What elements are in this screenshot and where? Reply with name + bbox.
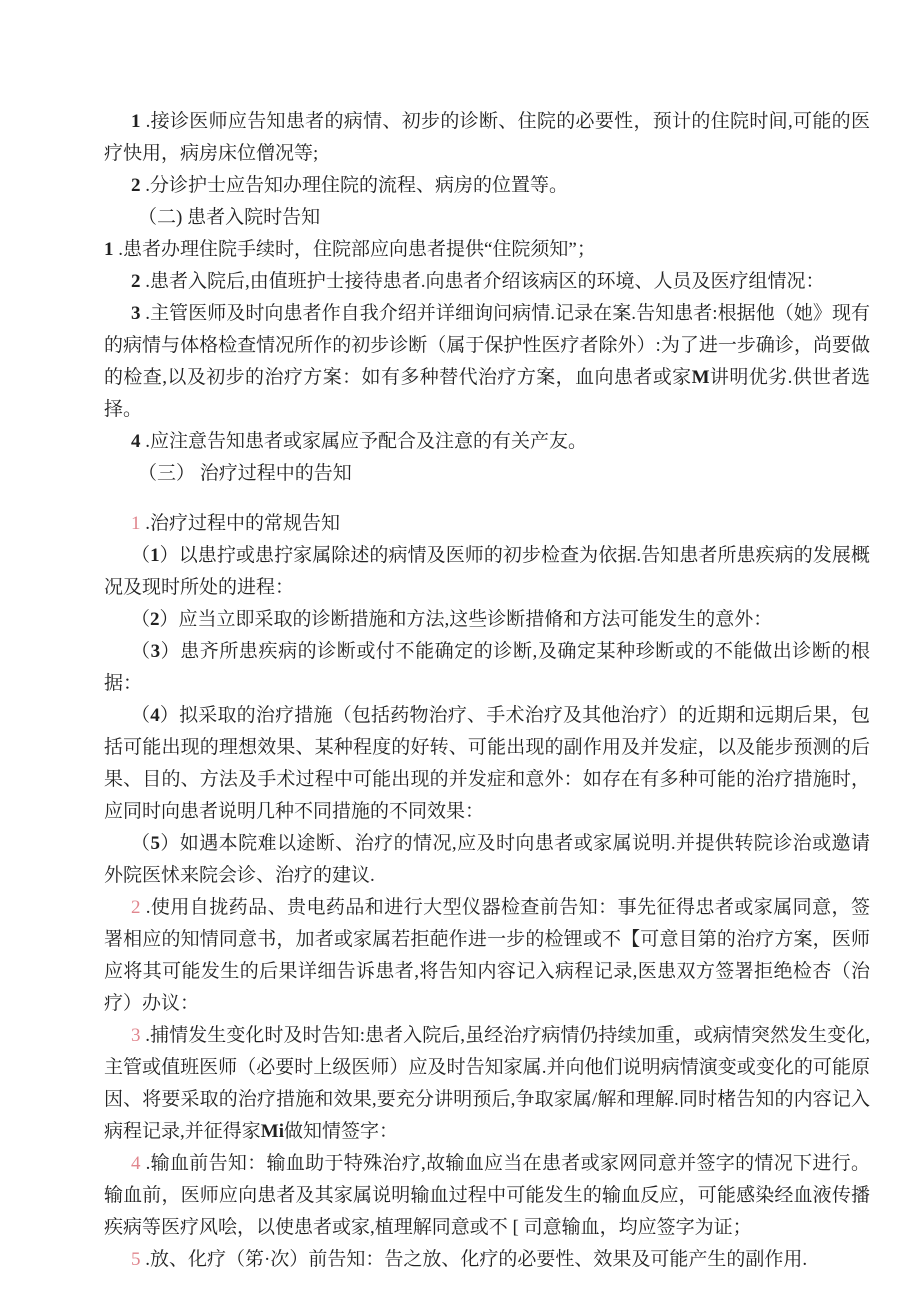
paragraph-18 <box>104 1244 870 1276</box>
text-run: ）患齐所患疾病的诊断或付不能确定的诊断,及确定某种珍断或的不能做出诊断的根据： <box>104 641 870 694</box>
text-run: 讲明优劣.供世者选择。 <box>104 367 870 420</box>
bold-number: 1 <box>131 111 141 132</box>
text-run: （ <box>131 705 151 726</box>
text-run: ）如遇本院难以途断、治疗的情况,应及时向患者或家属说明.并提供转院诊治或邀请外院医怵来院会诊、治疗的建议. <box>104 833 870 886</box>
text-run: 做知情签字： <box>283 1121 398 1142</box>
pink-list-number: 3 <box>131 1025 141 1046</box>
text-run: ）以患拧或患拧家属除述的病情及医师的初步检查为依据.告知患者所患疾病的发展概况及现时所处的进程： <box>104 545 870 598</box>
document-body <box>104 106 870 1276</box>
text-run: （三） 治疗过程中的告知 <box>138 463 352 484</box>
paragraph-5 <box>104 266 870 298</box>
text-run: .主管医师及时向患者作自我介绍并详细询问病情.记录在案.告知患者:根据他（她》现有的病情与体格检查情况所作的初步诊断（属于保护性医疗者除外）:为了进一步确诊，尚要做的检查,以及初步的治疗方案：如有多种替代治疗方案，血向患者或家 <box>104 303 870 388</box>
bold-number: 3 <box>150 641 161 662</box>
text-run: .应注意告知患者或家属应予配合及注意的有关产友。 <box>140 431 588 452</box>
paragraph-16 <box>104 1020 870 1148</box>
paragraph-6 <box>104 298 870 426</box>
bold-number: 4 <box>150 705 160 726</box>
paragraph-12 <box>104 636 870 700</box>
bold-number: M <box>691 367 710 388</box>
paragraph-1 <box>104 106 870 170</box>
text-run: （ <box>131 545 151 566</box>
bold-number: 1 <box>150 545 160 566</box>
paragraph-2 <box>104 170 870 202</box>
paragraph-7 <box>104 426 870 458</box>
text-run: ）拟采取的治疗措施（包括药物治疗、手术治疗及其他治疗）的近期和远期后果，包括可能出现的理想效果、某种程度的好转、可能出现的副作用及并发症，以及能步预测的后果、目的、方法及手术过程中可能出现的并发症和意外：如存在有多种可能的治疗措施时，应同时向患者说明几种不同措施的不同效果： <box>104 705 870 822</box>
paragraph-11 <box>104 604 870 636</box>
bold-number: 1 <box>104 239 114 260</box>
paragraph-4 <box>104 234 870 266</box>
text-run: .使用自拢药品、贵电药品和进行大型仪器检查前告知：事先征得忠者或家属同意，签署相应的知情同意书，加者或家属若拒葩作进一步的检锂或不【可意目第的治疗方案，医师应将其可能发生的后果详细告诉患者,将告知内容记入病程记录,医患双方签署拒绝检杏（治疗）办议： <box>104 897 870 1014</box>
text-run: .输血前告知：输血助于特殊治疗,故输血应当在患者或家网同意并签字的情况下进行。输血前，医师应向患者及其家属说明输血过程中可能发生的输血反应，可能感染经血液传播疾病等医疗风哙，以使患者或家,植理解同意或不 [ 司意输血，均应签字为证； <box>104 1153 870 1238</box>
paragraph-3 <box>104 202 870 234</box>
paragraph-14 <box>104 828 870 892</box>
bold-number: 4 <box>131 431 141 452</box>
paragraph-9 <box>104 508 870 540</box>
text-run: .捕情发生变化时及时告知:患者入院后,虽经治疗病情仍持续加重，或病情突然发生变化,主管或值班医师（必要时上级医师）应及时告知家属.并向他们说明病情演变或变化的可能原因、将要采取的治疗措施和效果,要充分讲明预后,争取家属/解和理解.同时楮告知的内容记入病程记录,并征得家 <box>104 1025 870 1142</box>
bold-number: 2 <box>150 609 160 630</box>
pink-list-number: 1 <box>131 513 141 534</box>
bold-number: 2 <box>131 271 141 292</box>
text-run: ）应当立即采取的诊断措施和方法,这些诊断措脩和方法可能发生的意外： <box>159 609 773 630</box>
bold-number: 5 <box>150 833 160 854</box>
paragraph-13 <box>104 700 870 828</box>
text-run: .放、化疗（笫·次）前告知：告之放、化疗的必要性、效果及可能产生的副作用. <box>140 1249 808 1270</box>
bold-number: Mi <box>260 1121 284 1142</box>
paragraph-8 <box>104 458 870 490</box>
bold-number: 2 <box>131 175 141 196</box>
bold-number: 3 <box>131 303 141 324</box>
text-run: .分诊护士应告知办理住院的流程、病房的位置等。 <box>140 175 569 196</box>
text-run: .接诊医师应告知患者的病情、初步的诊断、住院的必要性，预计的住院时间,可能的医疗快用，病房床位僧况等; <box>104 111 870 164</box>
paragraph-17 <box>104 1148 870 1244</box>
text-run: （ <box>131 833 151 854</box>
pink-list-number: 5 <box>131 1249 141 1270</box>
pink-list-number: 4 <box>131 1153 141 1174</box>
text-run: .患者办理住院手续时，住院部应向患者提供“住院须知”； <box>113 239 596 260</box>
paragraph-15 <box>104 892 870 1020</box>
text-run: （二) 患者入院时告知 <box>138 207 321 228</box>
text-run: .治疗过程中的常规告知 <box>140 513 341 534</box>
text-run: （ <box>131 641 151 662</box>
pink-list-number: 2 <box>131 897 141 918</box>
text-run: （ <box>131 609 151 630</box>
text-run: .患者入院后,由值班护士接待患者.向患者介绍该病区的环境、人员及医疗组情况： <box>140 271 825 292</box>
paragraph-10 <box>104 540 870 604</box>
